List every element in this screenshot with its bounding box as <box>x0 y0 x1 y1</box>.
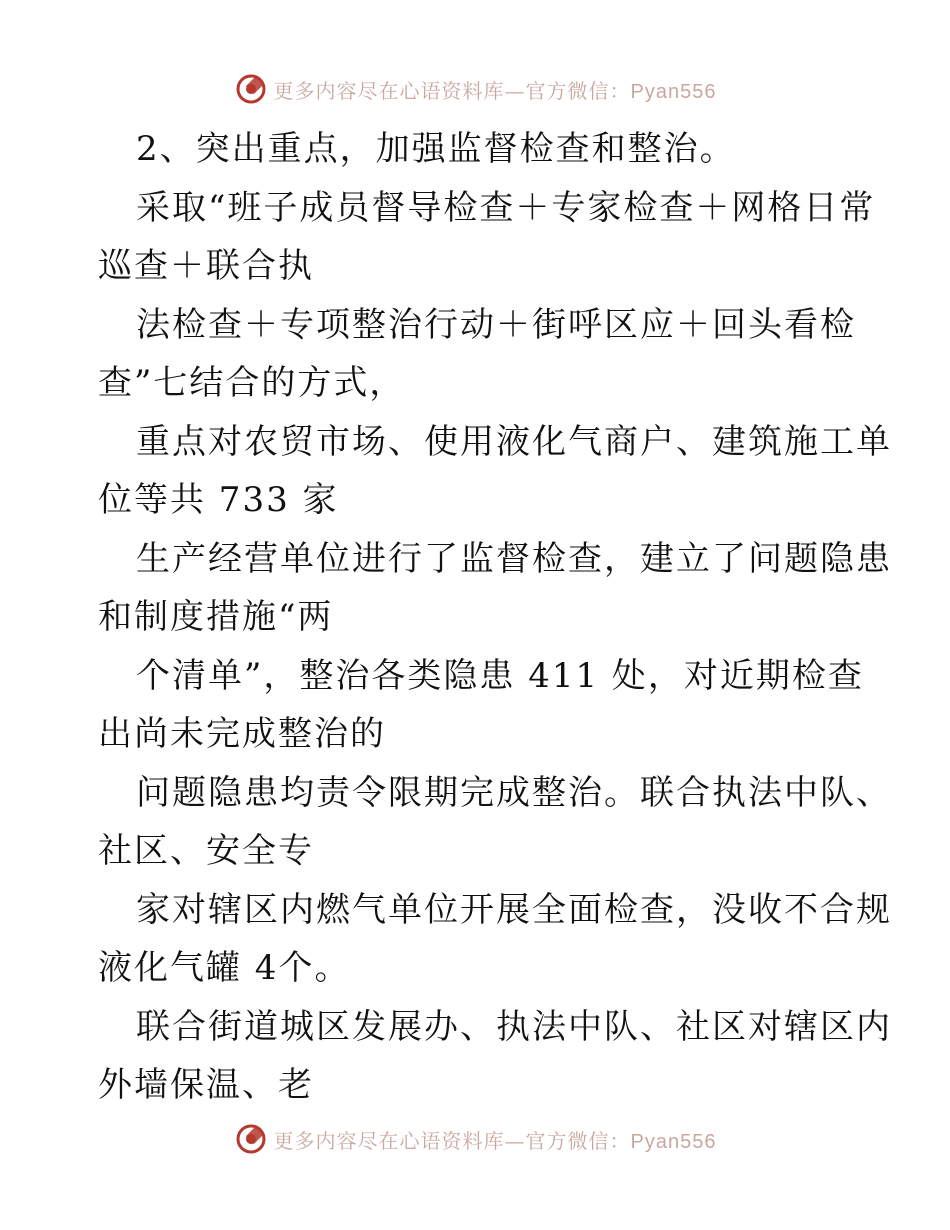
text-line: 联合街道城区发展办、执法中队、社区对辖区内 <box>136 1006 892 1047</box>
text-line: 采取“班子成员督导检查＋专家检查＋网格日常 <box>136 187 876 228</box>
text-line: 重点对农贸市场、使用液化气商户、建筑施工单 <box>136 421 892 462</box>
text-line: 个清单”，整治各类隐患 411 处，对近期检查 <box>136 655 864 696</box>
pen-nib-logo-icon <box>234 1122 268 1156</box>
document-body <box>98 120 892 1115</box>
text-line: 家对辖区内燃气单位开展全面检查，没收不合规 <box>136 889 892 930</box>
footer-watermark <box>0 1122 950 1156</box>
text-line: 巡查＋联合执 <box>98 246 314 286</box>
header-watermark <box>0 72 950 106</box>
watermark-id: Pyan556 <box>630 1130 717 1153</box>
watermark-text <box>274 1125 717 1154</box>
text-line: 液化气罐 4个。 <box>98 948 351 988</box>
watermark-text <box>274 75 717 104</box>
watermark-id: Pyan556 <box>630 80 717 103</box>
text-line: 问题隐患均责令限期完成整治。联合执法中队、 <box>136 772 892 813</box>
text-line: 法检查＋专项整治行动＋街呼区应＋回头看检 <box>136 304 856 345</box>
text-line: 和制度措施“两 <box>98 597 334 637</box>
text-line: 2、突出重点，加强监督检查和整治。 <box>136 129 736 169</box>
watermark-label: 更多内容尽在心语资料库—官方微信： <box>273 1128 631 1153</box>
text-line: 外墙保温、老 <box>98 1065 314 1105</box>
text-line: 出尚未完成整治的 <box>98 714 386 754</box>
text-line: 查”七结合的方式， <box>98 363 406 403</box>
text-line: 社区、安全专 <box>98 831 314 871</box>
text-line: 生产经营单位进行了监督检查，建立了问题隐患 <box>136 538 892 579</box>
text-line: 位等共 733 家 <box>98 480 339 520</box>
pen-nib-logo-icon <box>234 72 268 106</box>
watermark-label: 更多内容尽在心语资料库—官方微信： <box>273 78 631 103</box>
